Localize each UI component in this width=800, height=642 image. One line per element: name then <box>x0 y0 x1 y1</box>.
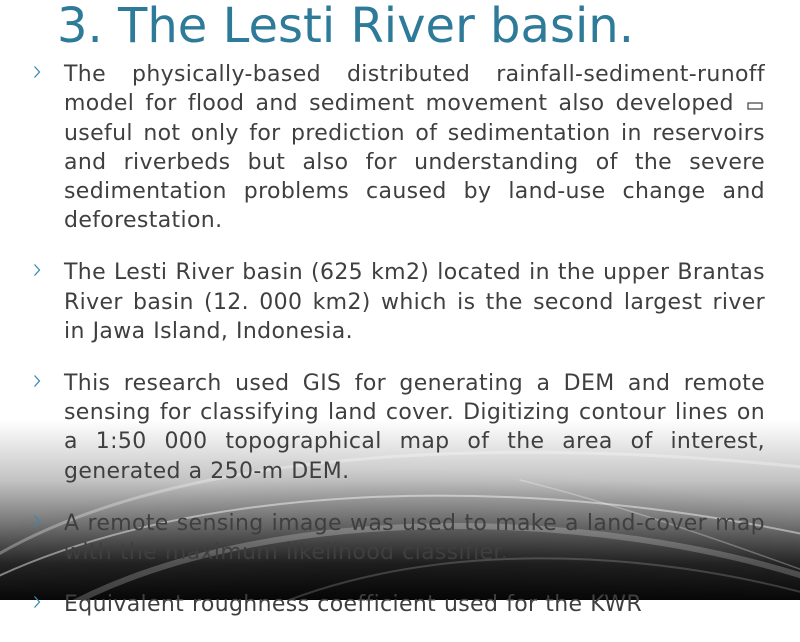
bullet-marker-icon <box>33 65 42 79</box>
slide-title: 3. The Lesti River basin. <box>57 0 634 54</box>
bullet-text: Equivalent roughness coefficient used for the KWR <box>64 591 642 617</box>
bullet-list <box>0 60 800 642</box>
bullet-item <box>0 590 800 619</box>
bullet-item <box>0 369 800 486</box>
bullet-text <box>64 60 765 236</box>
bullet-item <box>0 509 800 568</box>
bullet-text: This research used GIS for generating a DEM and remote sensing for classifying land cover. Digitizing contour lines on a 1:50 000 topographical map of the area of interest, generated a 250-m DEM. <box>64 370 765 484</box>
bullet-text-part: The physically-based distributed rainfall-sediment-runoff model for flood and sediment movement also developed <box>64 62 765 117</box>
bullet-marker-icon <box>33 595 42 609</box>
bullet-text: The Lesti River basin (625 km2) located in the upper Brantas River basin (12. 000 km2) which is the second largest river in Jawa Island, Indonesia. <box>64 260 765 344</box>
bullet-marker-icon <box>33 374 42 388</box>
missing-glyph-icon <box>745 97 765 111</box>
bullet-marker-icon <box>33 514 42 528</box>
bullet-text: A remote sensing image was used to make a land-cover map with the maximum likelihood classifier. <box>64 510 765 565</box>
bullet-text-part: useful not only for prediction of sedimentation in reservoirs and riverbeds but also for understanding of the severe sedimentation problems caused by land-use change and deforestation. <box>64 120 765 234</box>
bullet-marker-icon <box>33 263 42 277</box>
bullet-item <box>0 258 800 346</box>
bullet-item <box>0 60 800 236</box>
